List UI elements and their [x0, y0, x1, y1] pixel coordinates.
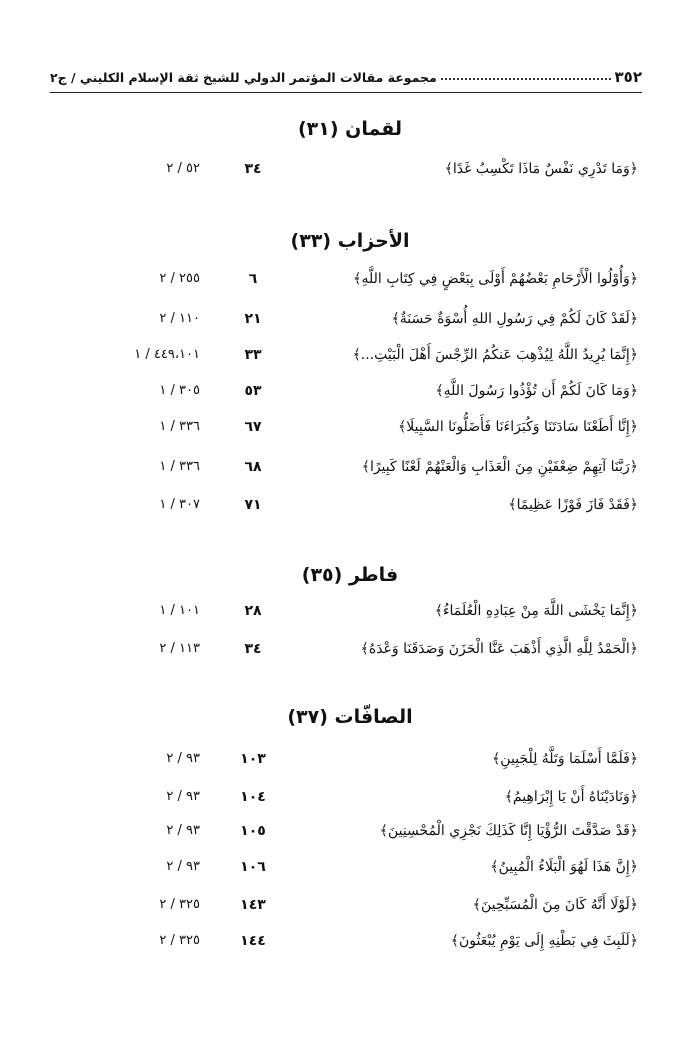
table-row	[0, 154, 700, 184]
verse-text: ﴿الْحَمْدُ لِلَّهِ الَّذِي أَذْهَبَ عَنَّا الْحَزَنَ وَصَدَقَنَا وَعْدَهُ﴾	[360, 641, 638, 657]
verse-number: ١٠٣	[240, 751, 266, 767]
page-reference: ١١٠ / ٢	[159, 311, 200, 326]
verse-number: ٣٤	[244, 641, 262, 657]
table-row	[0, 816, 700, 846]
table-row	[0, 782, 700, 812]
verse-text: ﴿رَبَّنَا آتِهِمْ ضِعْفَيْنِ مِنَ الْعَذَابِ وَالْعَنْهُمْ لَعْنًا كَبِيرًا﴾	[361, 459, 638, 475]
verse-number: ٢٨	[244, 603, 262, 619]
verse-text: ﴿إِنَّمَا يُرِيدُ اللَّهُ لِيُذْهِبَ عَنكُمُ الرِّجْسَ أَهْلَ الْبَيْتِ...﴾	[352, 347, 638, 363]
page-reference: ٣٢٥ / ٢	[159, 897, 200, 912]
verse-text: ﴿لَقَدْ كَانَ لَكُمْ فِي رَسُولِ اللهِ أُسْوَةٌ حَسَنَةٌ﴾	[391, 311, 638, 327]
table-row	[0, 926, 700, 956]
page-reference: ٣٣٦ / ١	[159, 459, 200, 474]
page-reference: ٢٥٥ / ٢	[159, 271, 200, 286]
header-dot-leader	[441, 78, 611, 80]
table-row	[0, 634, 700, 664]
verse-number: ١٠٦	[240, 859, 266, 875]
verse-number: ١٤٣	[240, 897, 266, 913]
table-row	[0, 452, 700, 482]
verse-number: ٣٤	[244, 161, 262, 177]
page-reference: ٥٢ / ٢	[166, 161, 200, 176]
verse-number: ١٠٤	[240, 789, 266, 805]
verse-text: ﴿وَمَا تَدْرِي نَفْسٌ مَاذَا تَكْسِبُ غَدًا﴾	[444, 161, 638, 177]
verse-text: ﴿قَدْ صَدَّقْتَ الرُّؤْيَا إِنَّا كَذَلِكَ نَجْزِي الْمُحْسِنِينَ﴾	[379, 823, 638, 839]
table-row	[0, 340, 700, 370]
page-number: ٣٥٢	[614, 68, 642, 86]
table-row	[0, 304, 700, 334]
section-title: فاطر (٣٥)	[301, 564, 399, 586]
verse-text: ﴿لَوْلَا أَنَّهُ كَانَ مِنَ الْمُسَبِّحِينَ﴾	[472, 897, 638, 913]
page-reference: ١١٣ / ٢	[159, 641, 200, 656]
section-title: لقمان (٣١)	[297, 118, 403, 140]
table-row	[0, 852, 700, 882]
verse-number: ٦٧	[244, 419, 262, 435]
page-reference: ٩٣ / ٢	[166, 823, 200, 838]
page-reference: ٣٣٦ / ١	[159, 419, 200, 434]
header-title: مجموعة مقالات المؤتمر الدولي للشيخ ثقة الإسلام الكليني / ج٢	[50, 69, 437, 85]
table-row	[0, 490, 700, 520]
page-reference: ٣٠٥ / ١	[159, 383, 200, 398]
verse-number: ٦	[248, 271, 258, 287]
table-row	[0, 376, 700, 406]
table-row	[0, 412, 700, 442]
verse-number: ٣٣	[244, 347, 262, 363]
page-reference: ٩٣ / ٢	[166, 751, 200, 766]
table-row	[0, 744, 700, 774]
header-rule	[50, 92, 642, 93]
verse-text: ﴿فَقَدْ فَازَ فَوْزًا عَظِيمًا﴾	[508, 497, 638, 513]
page-reference: ٩٣ / ٢	[166, 859, 200, 874]
verse-number: ٥٣	[244, 383, 262, 399]
page-reference: ٣٢٥ / ٢	[159, 933, 200, 948]
table-row	[0, 890, 700, 920]
table-row	[0, 596, 700, 626]
verse-number: ١٤٤	[240, 933, 266, 949]
table-row	[0, 264, 700, 294]
verse-text: ﴿فَلَمَّا أَسْلَمَا وَتَلَّهُ لِلْجَبِينِ﴾	[492, 751, 638, 767]
verse-text: ﴿إِنَّمَا يَخْشَى اللَّهَ مِنْ عِبَادِهِ الْعُلَمَاءُ﴾	[434, 603, 638, 619]
verse-number: ١٠٥	[240, 823, 266, 839]
verse-text: ﴿إِنَّا أَطَعْنَا سَادَتَنَا وَكُبَرَاءَنَا فَأَضَلُّونَا السَّبِيلَا﴾	[398, 419, 638, 435]
verse-number: ٢١	[244, 311, 262, 327]
verse-text: ﴿لَلَبِثَ فِي بَطْنِهِ إِلَى يَوْمِ يُبْعَثُونَ﴾	[450, 933, 638, 949]
page-reference: ٩٣ / ٢	[166, 789, 200, 804]
page-reference: ١٠١ / ١	[159, 603, 200, 618]
verse-text: ﴿وَمَا كَانَ لَكُمْ أَن تُؤْذُوا رَسُولَ اللَّهِ﴾	[435, 383, 638, 399]
running-header	[50, 66, 642, 88]
verse-number: ٧١	[244, 497, 262, 513]
page-reference: ٣٠٧ / ١	[159, 497, 200, 512]
section-title: الصافّات (٣٧)	[287, 706, 413, 728]
verse-number: ٦٨	[244, 459, 262, 475]
verse-text: ﴿وَأُوْلُوا الْأَرْحَامِ بَعْضُهُمْ أَوْلَى بِبَعْضٍ فِي كِتَابِ اللَّهِ﴾	[353, 271, 638, 287]
page-reference: ٤٤٩،١٠١ / ١	[134, 347, 200, 362]
section-title: الأحزاب (٣٣)	[290, 230, 410, 252]
verse-text: ﴿وَنَادَيْنَاهُ أَنْ يَا إِبْرَاهِيمُ﴾	[504, 789, 638, 805]
verse-text: ﴿إِنَّ هَذَا لَهُوَ الْبَلَاءُ الْمُبِينُ﴾	[490, 859, 638, 875]
